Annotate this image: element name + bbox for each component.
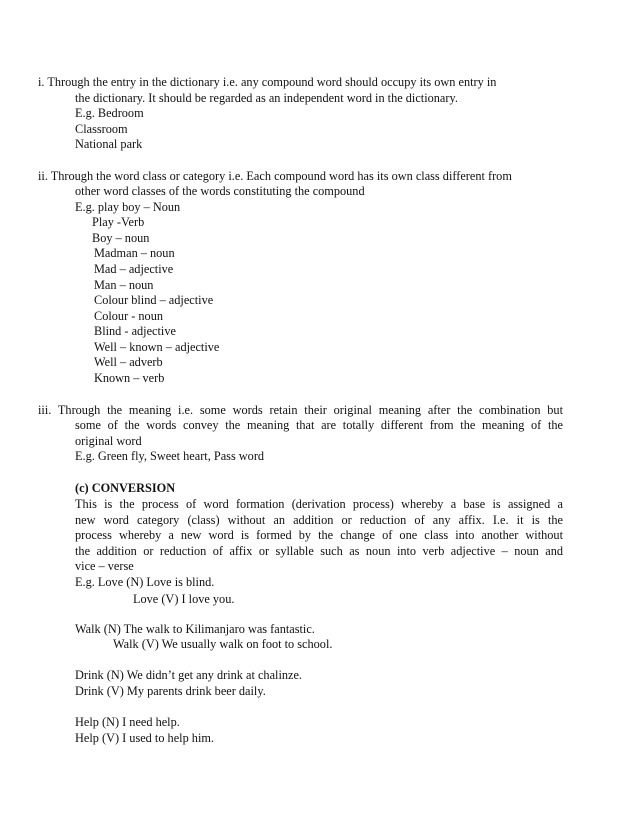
conversion-para-line: vice – verse bbox=[75, 559, 134, 573]
section-iii-line-2: some of the words convey the meaning that are totally different from the meaning of the bbox=[75, 418, 563, 432]
section-i-example-2: Classroom bbox=[75, 122, 128, 136]
section-ii-line-2: other word classes of the words constituting the compound bbox=[75, 184, 365, 198]
conversion-para-line: the addition or reduction of affix or syllable such as noun into verb adjective – noun and bbox=[75, 544, 563, 558]
section-ii-item: Well – known – adjective bbox=[94, 340, 220, 354]
section-iii-example: E.g. Green fly, Sweet heart, Pass word bbox=[75, 449, 265, 463]
conversion-para-line: process whereby a new word is formed by the change of one class into another without bbox=[75, 528, 563, 542]
section-i-line-2: the dictionary. It should be regarded as an independent word in the dictionary. bbox=[75, 91, 458, 105]
section-ii-item: Mad – adjective bbox=[94, 262, 174, 276]
section-ii-item: Man – noun bbox=[94, 278, 154, 292]
example-walk-noun: Walk (N) The walk to Kilimanjaro was fantastic. bbox=[75, 622, 315, 636]
conversion-para-line: new word category (class) without an addition or reduction of any affix. I.e. it is the bbox=[75, 513, 563, 527]
section-ii-item: Play -Verb bbox=[92, 215, 145, 229]
section-ii-item: Known – verb bbox=[94, 371, 165, 385]
example-love-noun: E.g. Love (N) Love is blind. bbox=[75, 575, 215, 589]
conversion-heading: (c) CONVERSION bbox=[75, 481, 176, 495]
section-ii-item: Boy – noun bbox=[92, 231, 150, 245]
section-iii-line-1: iii. Through the meaning i.e. some words retain their original meaning after the combination but bbox=[38, 403, 563, 417]
section-ii-item: Well – adverb bbox=[94, 355, 163, 369]
section-ii-example: E.g. play boy – Noun bbox=[75, 200, 181, 214]
conversion-para-line: This is the process of word formation (derivation process) whereby a base is assigned a bbox=[75, 497, 563, 511]
section-iii-line-3: original word bbox=[75, 434, 142, 448]
example-drink-noun: Drink (N) We didn’t get any drink at chalinze. bbox=[75, 668, 303, 682]
example-walk-verb: Walk (V) We usually walk on foot to school. bbox=[113, 637, 333, 651]
section-ii-line-1: ii. Through the word class or category i.e. Each compound word has its own class different from bbox=[38, 169, 512, 183]
section-i-line-1: i. Through the entry in the dictionary i.e. any compound word should occupy its own entry in bbox=[38, 75, 497, 89]
section-i-example-3: National park bbox=[75, 137, 143, 151]
section-ii-item: Colour blind – adjective bbox=[94, 293, 214, 307]
example-help-verb: Help (V) I used to help him. bbox=[75, 731, 214, 745]
example-love-verb: Love (V) I love you. bbox=[133, 592, 235, 606]
example-help-noun: Help (N) I need help. bbox=[75, 715, 180, 729]
section-ii-item: Blind - adjective bbox=[94, 324, 176, 338]
section-ii-item: Colour - noun bbox=[94, 309, 163, 323]
section-ii-item: Madman – noun bbox=[94, 246, 175, 260]
example-drink-verb: Drink (V) My parents drink beer daily. bbox=[75, 684, 266, 698]
section-i-example-1: E.g. Bedroom bbox=[75, 106, 144, 120]
